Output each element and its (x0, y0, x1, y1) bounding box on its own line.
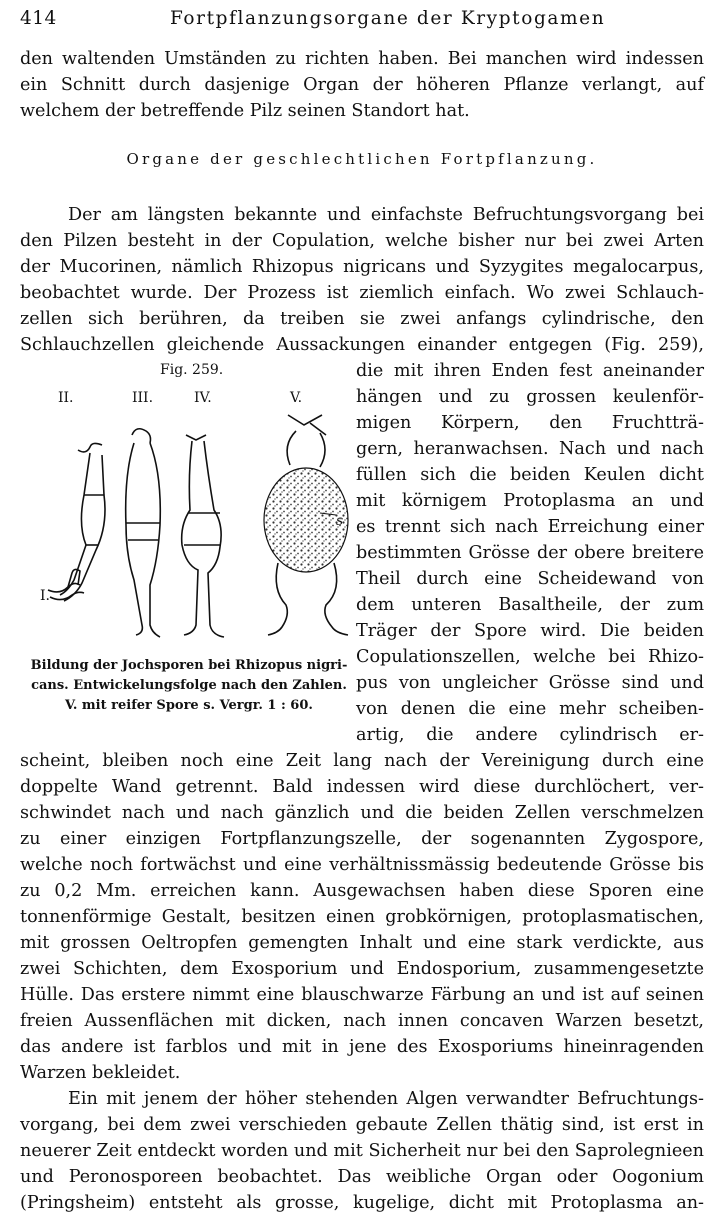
text-line: Träger der Spore wird. Die beiden (356, 621, 704, 641)
text-line: von denen die eine mehr scheiben- (356, 699, 704, 719)
text-line: zu 0,2 Mm. erreichen kann. Ausgewachsen haben diese Sporen eine (20, 881, 704, 901)
running-title: Fortpflanzungsorgane der Kryptogamen (170, 8, 606, 29)
text-line: welchem der betreffende Pilz seinen Standort hat. (20, 101, 470, 121)
text-line: Theil durch eine Scheidewand von (356, 569, 704, 589)
text-line: pus von ungleicher Grösse sind und (356, 673, 704, 693)
zygospore-illustration (20, 395, 350, 655)
text-line: beobachtet wurde. Der Prozess ist ziemlich einfach. Wo zwei Schlauch- (20, 283, 704, 303)
text-line: zu einer einzigen Fortpflanzungszelle, der sogenannten Zygospore, (20, 829, 704, 849)
stage-ii-drawing (60, 443, 105, 601)
text-line: füllen sich die beiden Keulen dicht (356, 465, 704, 485)
text-line: es trennt sich nach Erreichung einer (356, 517, 704, 537)
text-line: Copulationszellen, welche bei Rhizo- (356, 647, 704, 667)
page-header (20, 8, 700, 32)
stage-label: V. (290, 390, 303, 406)
text-line: mit körnigem Protoplasma an und (356, 491, 704, 511)
stage-label: III. (132, 390, 154, 406)
text-line: gern, heranwachsen. Nach und nach (356, 439, 704, 459)
text-line: Der am längsten bekannte und einfachste Befruchtungsvorgang bei (68, 205, 704, 225)
text-line: und Peronosporeen beobachtet. Das weibliche Organ oder Oogonium (20, 1167, 704, 1187)
stage-iv-drawing (182, 435, 224, 637)
text-line: dem unteren Basaltheile, der zum (356, 595, 704, 615)
text-line: Ein mit jenem der höher stehenden Algen verwandter Befruchtungs- (68, 1089, 704, 1109)
stage-iii-drawing (126, 429, 161, 637)
stage-label: I. (40, 588, 50, 604)
text-line: mit grossen Oeltropfen gemengten Inhalt und eine stark verdickte, aus (20, 933, 704, 953)
section-title: Organe der geschlechtlichen Fortpflanzung. (126, 150, 598, 168)
text-line: der Mucorinen, nämlich Rhizopus nigricans und Syzygites megalocarpus, (20, 257, 704, 277)
text-line: den Pilzen besteht in der Copulation, welche bisher nur bei zwei Arten (20, 231, 704, 251)
text-line: Schlauchzellen gleichende Aussackungen einander entgegen (Fig. 259), (20, 335, 704, 355)
text-line: zellen sich berühren, da treiben sie zwei anfangs cylindrische, den (20, 309, 704, 329)
text-line: die mit ihren Enden fest aneinander (356, 361, 704, 381)
text-line: (Pringsheim) entsteht als grosse, kugelige, dicht mit Protoplasma an- (20, 1193, 704, 1213)
text-line: das andere ist farblos und mit in jene des Exosporiums hineinragenden (20, 1037, 704, 1057)
text-line: hängen und zu grossen keulenför- (356, 387, 704, 407)
text-line: Warzen bekleidet. (20, 1063, 181, 1083)
text-line: Hülle. Das erstere nimmt eine blauschwarze Färbung an und ist auf seinen (20, 985, 704, 1005)
text-line: migen Körpern, den Fruchtträ- (356, 413, 704, 433)
text-line: doppelte Wand getrennt. Bald indessen wird diese durchlöchert, ver- (20, 777, 704, 797)
stage-label: II. (58, 390, 74, 406)
stage-i-drawing (48, 569, 84, 599)
text-line: zwei Schichten, dem Exosporium und Endosporium, zusammengesetzte (20, 959, 704, 979)
text-line: bestimmten Grösse der obere breitere (356, 543, 704, 563)
text-line: welche noch fortwächst und eine verhältnissmässig bedeutende Grösse bis (20, 855, 704, 875)
text-line: artig, die andere cylindrisch er- (356, 725, 704, 745)
text-line: schwindet nach und nach gänzlich und die beiden Zellen verschmelzen (20, 803, 704, 823)
text-line: scheint, bleiben noch eine Zeit lang nach der Vereinigung durch eine (20, 751, 704, 771)
stage-v-drawing (264, 415, 348, 635)
text-line: freien Aussenflächen mit dicken, nach innen concaven Warzen besetzt, (20, 1011, 704, 1031)
text-line: neuerer Zeit entdeckt worden und mit Sicherheit nur bei den Saprolegnieen (20, 1141, 704, 1161)
text-line: ein Schnitt durch dasjenige Organ der höheren Pflanze verlangt, auf (20, 75, 704, 95)
figure-label: Fig. 259. (160, 362, 224, 378)
figure-caption-line: Bildung der Jochsporen bei Rhizopus nigri- (30, 658, 348, 673)
text-line: den waltenden Umständen zu richten haben. Bei manchen wird indessen (20, 49, 704, 69)
stage-label: IV. (194, 390, 212, 406)
text-line: tonnenförmige Gestalt, besitzen einen grobkörnigen, protoplasmatischen, (20, 907, 704, 927)
text-line: vorgang, bei dem zwei verschieden gebaute Zellen thätig sind, ist erst in (20, 1115, 704, 1135)
figure-caption-line: V. mit reifer Spore s. Vergr. 1 : 60. (65, 698, 313, 713)
figure-caption-line: cans. Entwickelungsfolge nach den Zahlen. (31, 678, 347, 693)
page-number: 414 (20, 8, 57, 29)
